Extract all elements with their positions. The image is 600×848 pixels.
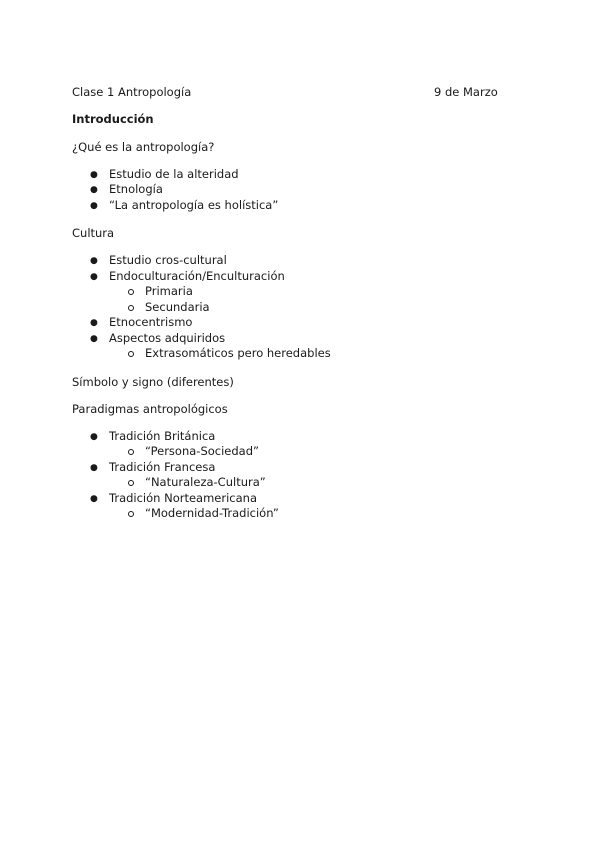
sub-bullet-icon	[128, 351, 134, 357]
sub-list-item: “Persona-Sociedad”	[145, 444, 259, 458]
document-date: 9 de Marzo	[434, 85, 498, 99]
sub-bullet-icon	[128, 511, 134, 517]
simbolo-line: Símbolo y signo (diferentes)	[72, 375, 234, 389]
bullet-icon: ●	[90, 334, 98, 344]
sub-bullet-icon	[128, 305, 134, 311]
list-item: Aspectos adquiridos	[109, 331, 226, 345]
sub-bullet-icon	[128, 449, 134, 455]
list-item: Tradición Francesa	[109, 460, 216, 474]
list-item: Endoculturación/Enculturación	[109, 269, 285, 283]
question-text: ¿Qué es la antropología?	[72, 140, 215, 154]
bullet-icon: ●	[90, 256, 98, 266]
section-heading-paradigmas: Paradigmas antropológicos	[72, 402, 228, 416]
document-title: Clase 1 Antropología	[72, 85, 192, 99]
bullet-icon: ●	[90, 272, 98, 282]
bullet-icon: ●	[90, 170, 98, 180]
bullet-icon: ●	[90, 494, 98, 504]
sub-list-item: Extrasomáticos pero heredables	[145, 346, 331, 360]
sub-list-item: “Naturaleza-Cultura”	[145, 475, 266, 489]
bullet-icon: ●	[90, 185, 98, 195]
section-heading-introduccion: Introducción	[72, 112, 154, 126]
list-item: Tradición Británica	[109, 429, 216, 443]
list-item: Tradición Norteamericana	[109, 491, 258, 505]
section-heading-cultura: Cultura	[72, 226, 115, 240]
list-item: Estudio de la alteridad	[109, 167, 239, 181]
bullet-icon: ●	[90, 318, 98, 328]
sub-list-item: “Modernidad-Tradición”	[145, 506, 279, 520]
list-item: Estudio cros-cultural	[109, 253, 227, 267]
bullet-icon: ●	[90, 463, 98, 473]
list-item: Etnología	[109, 182, 163, 196]
bullet-icon: ●	[90, 432, 98, 442]
list-item: “La antropología es holística”	[109, 198, 279, 212]
bullet-icon: ●	[90, 201, 98, 211]
sub-bullet-icon	[128, 480, 134, 486]
list-item: Etnocentrismo	[109, 315, 193, 329]
sub-list-item: Secundaria	[145, 300, 210, 314]
sub-list-item: Primaria	[145, 284, 193, 298]
sub-bullet-icon	[128, 289, 134, 295]
